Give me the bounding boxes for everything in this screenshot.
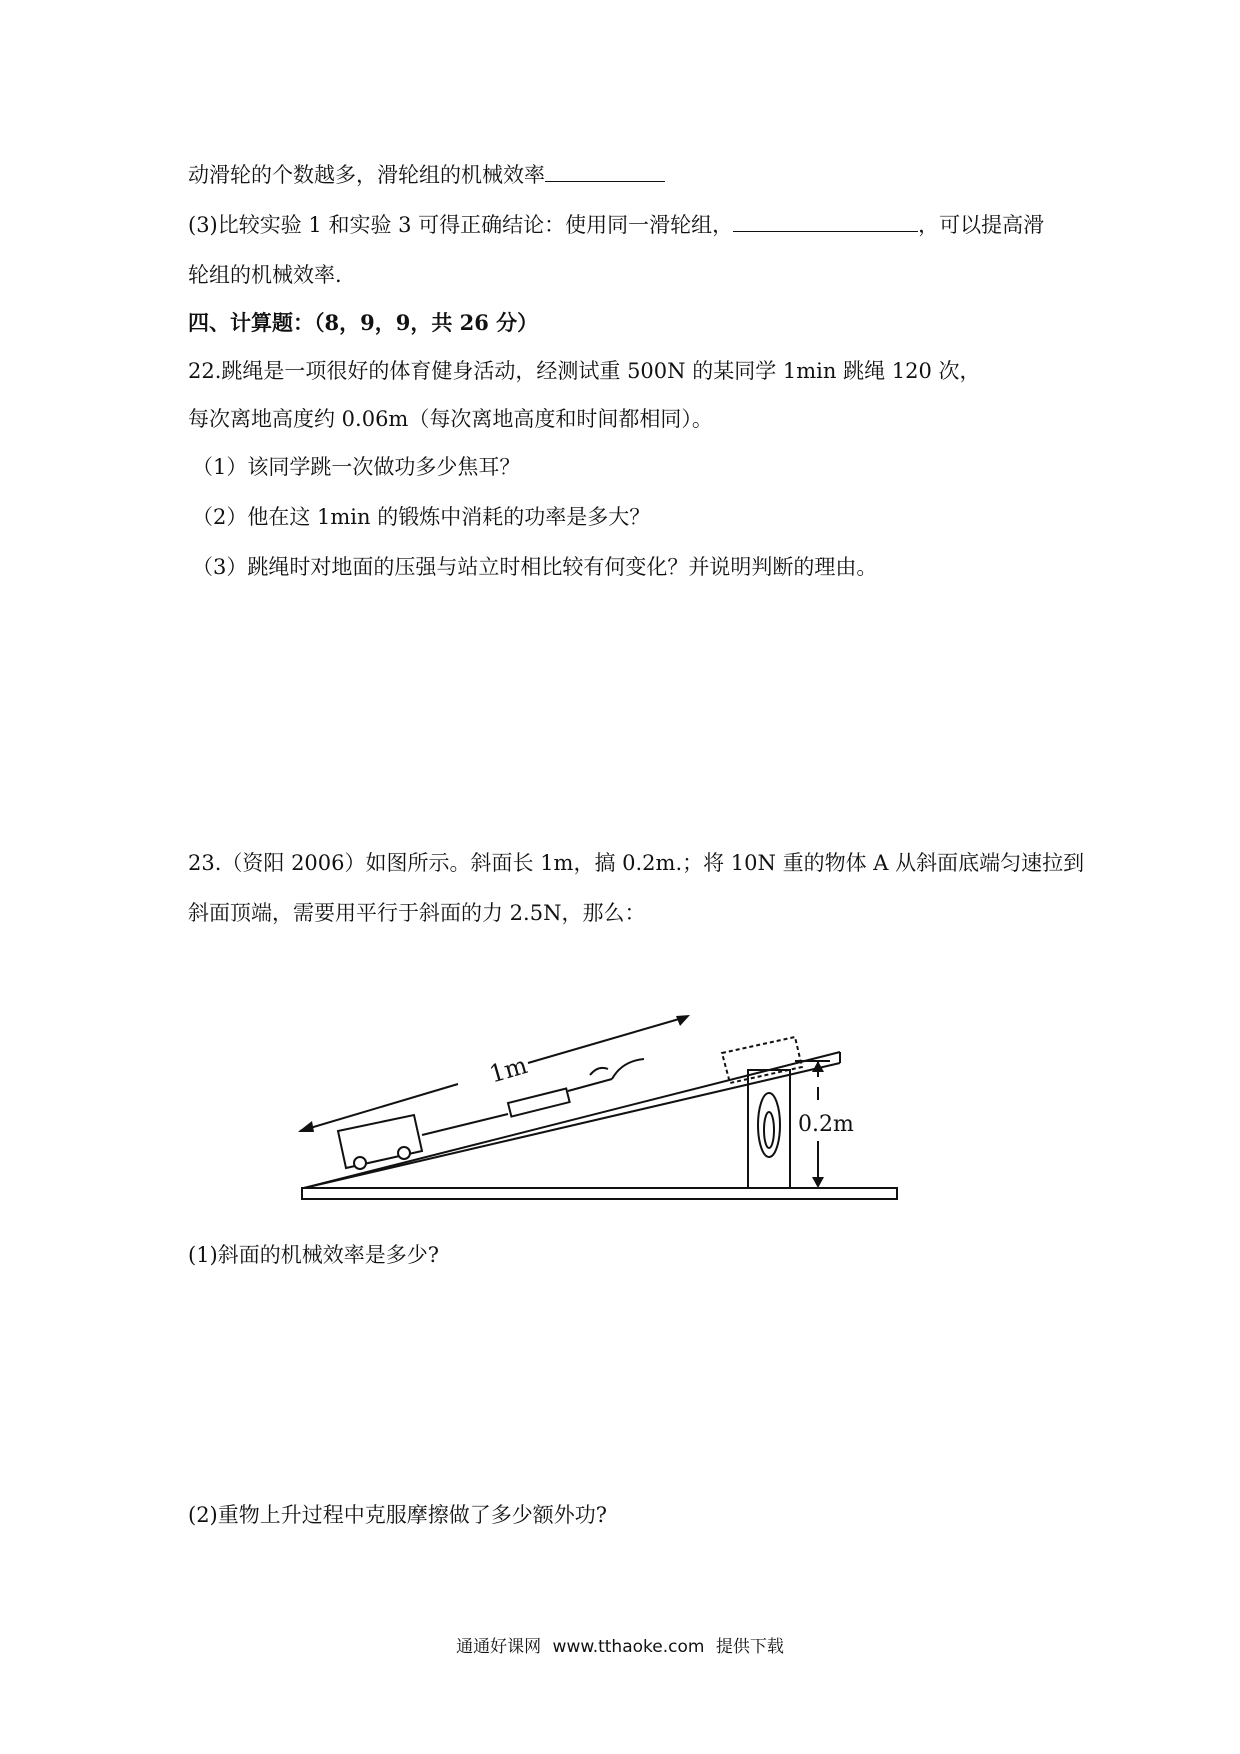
q22-stem1: 22.跳绳是一项很好的体育健身活动，经测试重 500N 的某同学 1min 跳绳 120 次， bbox=[188, 359, 981, 383]
q21-conclusion-line bbox=[188, 160, 665, 190]
q21-answer-blank-1[interactable] bbox=[545, 161, 665, 182]
support-block bbox=[748, 1070, 790, 1188]
q22-sub-question-2 bbox=[192, 502, 650, 532]
q22-stem-line-1 bbox=[188, 356, 981, 386]
q22-sub-question-3 bbox=[192, 552, 877, 582]
q23-sub2: (2)重物上升过程中克服摩擦做了多少额外功? bbox=[188, 1503, 608, 1527]
q23-stem2: 斜面顶端，需要用平行于斜面的力 2.5N，那么： bbox=[188, 901, 646, 925]
q22-sub-question-1 bbox=[192, 452, 520, 482]
height-label: 0.2m bbox=[798, 1112, 854, 1137]
q21-line2-text-a: (3)比较实验 1 和实验 3 可得正确结论：使用同一滑轮组， bbox=[188, 213, 734, 237]
q21-line1-text: 动滑轮的个数越多，滑轮组的机械效率 bbox=[188, 163, 545, 187]
footer-url[interactable]: www.tthaoke.com bbox=[552, 1637, 705, 1657]
q21-sub3-line bbox=[188, 210, 1044, 240]
q22-stem-line-2 bbox=[188, 404, 713, 434]
q22-sub2: （2）他在这 1min 的锻炼中消耗的功率是多大？ bbox=[192, 505, 651, 529]
page-footer bbox=[0, 1632, 1240, 1657]
q21-sub3-line-cont bbox=[188, 260, 342, 290]
footer-site-name: 通通好课网 bbox=[456, 1637, 542, 1657]
incline-board bbox=[304, 1052, 840, 1188]
footer-suffix: 提供下载 bbox=[715, 1637, 784, 1657]
section-heading bbox=[188, 308, 538, 338]
q22-stem2: 每次离地高度约 0.06m（每次离地高度和时间都相同）。 bbox=[188, 407, 713, 431]
q23-sub-question-1 bbox=[188, 1240, 439, 1270]
q23-sub-question-2 bbox=[188, 1500, 607, 1530]
q23-stem1: 23.（资阳 2006）如图所示。斜面长 1m，搞 0.2m.；将 10N 重的物体 A 从斜面底端匀速拉到 bbox=[188, 851, 1085, 875]
q22-sub1: （1）该同学跳一次做功多少焦耳？ bbox=[192, 455, 521, 479]
q22-sub3: （3）跳绳时对地面的压强与站立时相比较有何变化？并说明判断的理由。 bbox=[192, 555, 878, 579]
q21-answer-blank-2[interactable] bbox=[733, 211, 918, 232]
q21-line3-text: 轮组的机械效率. bbox=[188, 263, 342, 287]
q23-stem-line-1 bbox=[188, 848, 1084, 878]
length-label: 1m bbox=[486, 1051, 531, 1089]
q23-sub1: (1)斜面的机械效率是多少? bbox=[188, 1243, 440, 1267]
base-board bbox=[302, 1188, 897, 1199]
q23-stem-line-2 bbox=[188, 898, 645, 928]
inclined-plane-figure bbox=[290, 975, 905, 1220]
spring-scale bbox=[422, 1059, 644, 1135]
section-title: 四、计算题：（8，9，9，共 26 分） bbox=[188, 310, 539, 335]
q21-line2-text-b: ，可以提高滑 bbox=[918, 213, 1045, 237]
